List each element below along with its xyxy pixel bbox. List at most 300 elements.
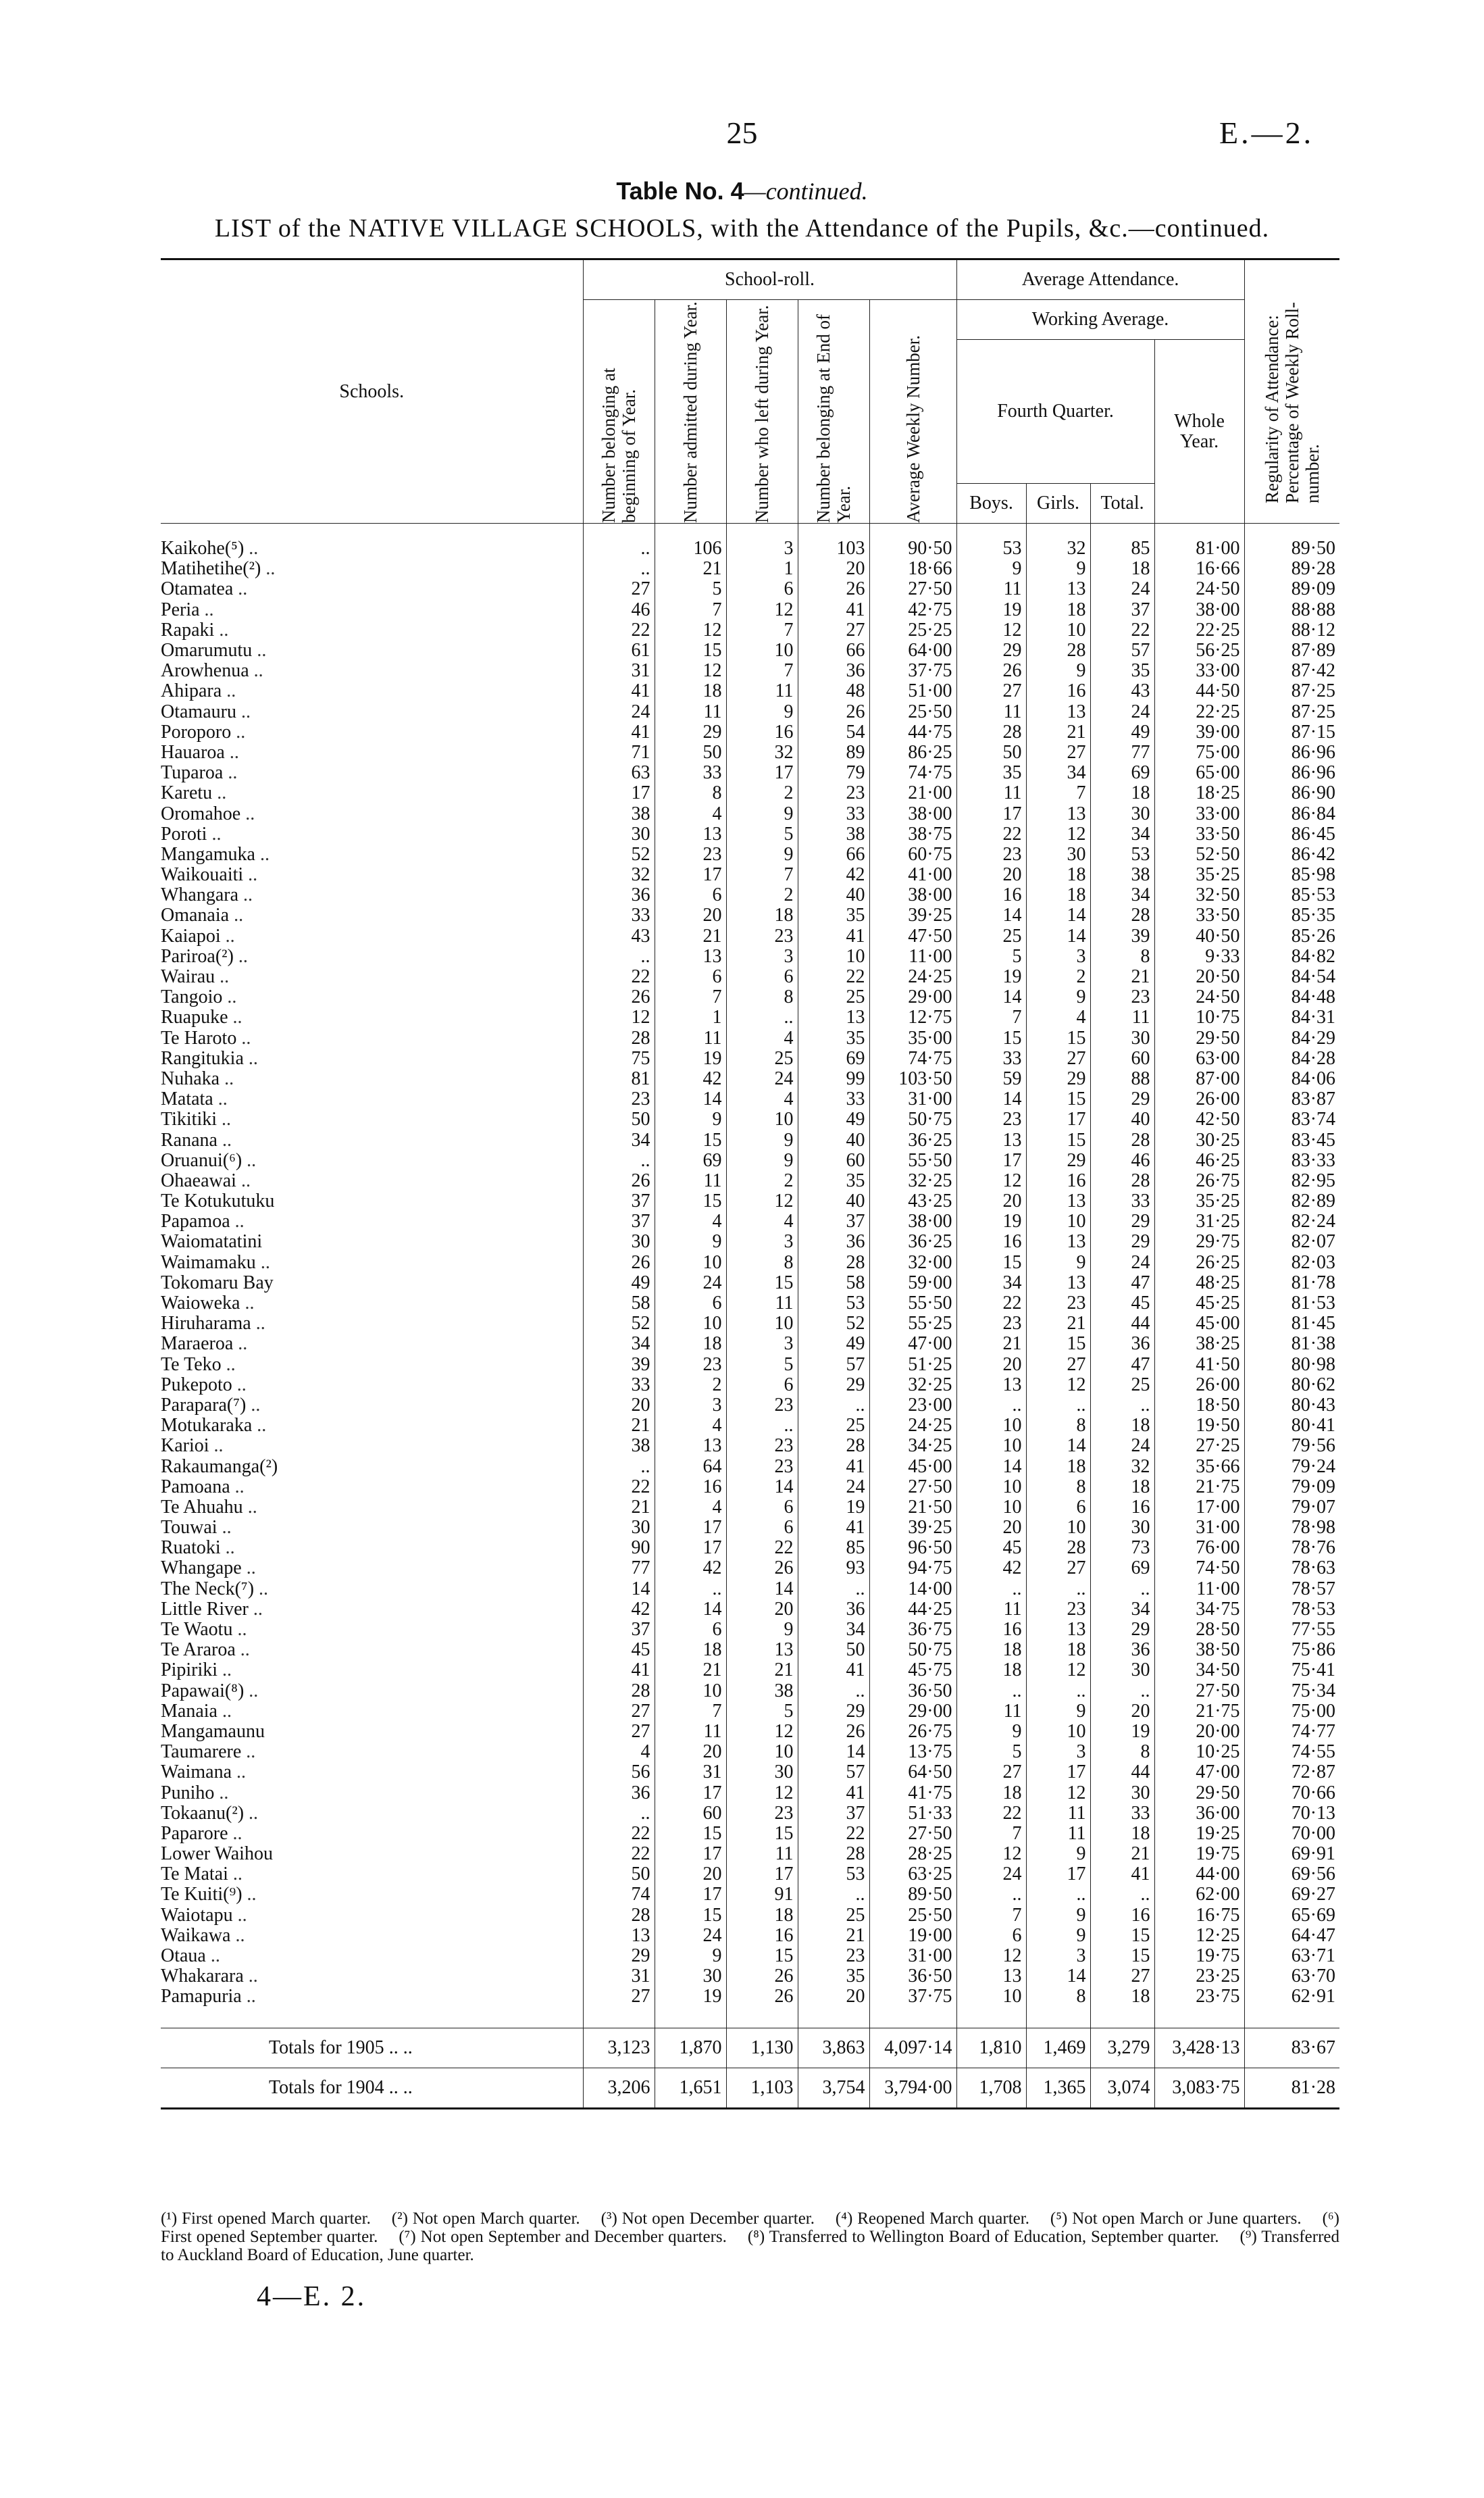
cell-end: 93 xyxy=(798,1558,869,1578)
cell-whole: 3,428·13 xyxy=(1154,2028,1244,2068)
cell-whole: 48·25 xyxy=(1154,1273,1244,1293)
cell-boys: 28 xyxy=(956,722,1026,743)
school-name-cell xyxy=(161,1987,583,2007)
fourth-quarter-header: Fourth Quarter. xyxy=(956,340,1154,484)
cell-reg: 75·00 xyxy=(1244,1701,1339,1722)
cell-boys: 17 xyxy=(956,1151,1026,1171)
cell-boys: 25 xyxy=(956,926,1026,947)
spacer-cell xyxy=(869,2007,956,2028)
cell-adm: 7 xyxy=(655,1701,726,1722)
cell-weekly: 45·75 xyxy=(869,1660,956,1680)
leader-dots: .. xyxy=(248,1047,258,1069)
spacer-cell xyxy=(956,2007,1026,2028)
cell-whole: 23·25 xyxy=(1154,1966,1244,1987)
school-name-cell xyxy=(161,1558,583,1578)
cell-reg: 74·55 xyxy=(1244,1742,1339,1762)
cell-whole: 26·25 xyxy=(1154,1253,1244,1273)
total-header: Total. xyxy=(1090,484,1154,524)
cell-reg: 78·98 xyxy=(1244,1518,1339,1538)
cell-weekly: 25·50 xyxy=(869,702,956,722)
cell-whole: 46·25 xyxy=(1154,1151,1244,1171)
cell-girls: 14 xyxy=(1026,1436,1090,1456)
cell-girls: 18 xyxy=(1026,1640,1090,1660)
school-name-cell xyxy=(161,763,583,783)
cell-beg: 36 xyxy=(583,1782,655,1803)
cell-left: 15 xyxy=(726,1824,798,1844)
cell-left: 9 xyxy=(726,845,798,865)
footnotes xyxy=(161,2209,1339,2264)
cell-reg: 86·84 xyxy=(1244,803,1339,824)
cell-girls: 13 xyxy=(1026,1620,1090,1640)
leader-dots: .. xyxy=(222,1129,232,1151)
table-row xyxy=(161,1151,1339,1171)
cell-reg: 86·96 xyxy=(1244,763,1339,783)
leader-dots: .. xyxy=(255,1313,265,1334)
cell-adm: 19 xyxy=(655,1049,726,1069)
leader-dots: .. xyxy=(222,1517,232,1539)
cell-reg: 82·24 xyxy=(1244,1211,1339,1232)
leader-dots: .. xyxy=(240,1170,251,1191)
cell-total: .. xyxy=(1090,1681,1154,1701)
cell-reg: 88·88 xyxy=(1244,600,1339,620)
cell-reg: 80·41 xyxy=(1244,1416,1339,1436)
cell-adm: 17 xyxy=(655,865,726,885)
cell-left: 26 xyxy=(726,1966,798,1987)
cell-total: 21 xyxy=(1090,967,1154,987)
school-name: Mangamaunu xyxy=(161,1720,265,1742)
table-row xyxy=(161,1293,1339,1314)
cell-adm: 20 xyxy=(655,1864,726,1884)
school-name-cell xyxy=(161,1966,583,1987)
cell-whole: 44·00 xyxy=(1154,1864,1244,1884)
leader-dots: .. xyxy=(236,721,246,743)
table-row xyxy=(161,947,1339,967)
cell-reg: 63·70 xyxy=(1244,1966,1339,1987)
cell-beg: 37 xyxy=(583,1191,655,1211)
cell-girls: 13 xyxy=(1026,803,1090,824)
leader-dots: .. xyxy=(257,640,267,661)
cell-total: 33 xyxy=(1090,1803,1154,1824)
school-name-cell xyxy=(161,722,583,743)
cell-girls: 17 xyxy=(1026,1109,1090,1130)
school-name: Whangara xyxy=(161,884,239,906)
school-name: Matihetihe(²) xyxy=(161,558,261,580)
cell-whole: 35·25 xyxy=(1154,1191,1244,1211)
table-row xyxy=(161,1558,1339,1578)
cell-whole: 52·50 xyxy=(1154,845,1244,865)
cell-adm: 14 xyxy=(655,1089,726,1109)
school-name: Oromahoe xyxy=(161,803,241,824)
cell-left: 11 xyxy=(726,1844,798,1864)
cell-girls: 11 xyxy=(1026,1824,1090,1844)
cell-beg: .. xyxy=(583,1803,655,1824)
cell-reg: 87·25 xyxy=(1244,681,1339,701)
cell-total: 24 xyxy=(1090,1253,1154,1273)
leader-dots: .. xyxy=(240,701,251,722)
table-row xyxy=(161,1926,1339,1946)
cell-weekly: 36·50 xyxy=(869,1966,956,1987)
cell-end: 42 xyxy=(798,865,869,885)
cell-left: 9 xyxy=(726,702,798,722)
cell-girls: .. xyxy=(1026,1395,1090,1416)
cell-girls: 12 xyxy=(1026,1782,1090,1803)
table-title-continued: —continued. xyxy=(744,178,868,205)
school-name-cell xyxy=(161,1334,583,1354)
cell-end: 54 xyxy=(798,722,869,743)
cell-total: 40 xyxy=(1090,1109,1154,1130)
schools-column-header: Schools. xyxy=(161,259,583,524)
cell-weekly: 55·50 xyxy=(869,1293,956,1314)
school-name: Ruapuke xyxy=(161,1007,228,1028)
cell-end: 25 xyxy=(798,1416,869,1436)
cell-beg: 3,123 xyxy=(583,2028,655,2068)
table-row xyxy=(161,1864,1339,1884)
cell-adm: 42 xyxy=(655,1069,726,1089)
cell-left: 25 xyxy=(726,1049,798,1069)
table-row xyxy=(161,1946,1339,1966)
cell-girls: 17 xyxy=(1026,1762,1090,1782)
cell-left: 12 xyxy=(726,1782,798,1803)
school-name-cell xyxy=(161,743,583,763)
cell-reg: 83·74 xyxy=(1244,1109,1339,1130)
school-name: Maraeroa xyxy=(161,1333,234,1355)
cell-beg: 75 xyxy=(583,1049,655,1069)
cell-left: 6 xyxy=(726,1375,798,1395)
cell-whole: 35·25 xyxy=(1154,865,1244,885)
cell-left: 6 xyxy=(726,1518,798,1538)
cell-left: 4 xyxy=(726,1089,798,1109)
cell-beg: 12 xyxy=(583,1007,655,1028)
leader-dots: .. xyxy=(259,1578,269,1599)
cell-girls: 8 xyxy=(1026,1416,1090,1436)
leader-dots: .. .. xyxy=(388,2037,413,2058)
cell-total: 77 xyxy=(1090,743,1154,763)
leader-dots: .. xyxy=(222,1700,232,1722)
cell-boys: 33 xyxy=(956,1049,1026,1069)
cell-beg: .. xyxy=(583,1456,655,1476)
cell-boys: 5 xyxy=(956,1742,1026,1762)
cell-end: 89 xyxy=(798,743,869,763)
left-header: Number who left during Year. xyxy=(726,300,798,524)
cell-adm: 23 xyxy=(655,845,726,865)
cell-left: 12 xyxy=(726,600,798,620)
school-name-cell xyxy=(161,1824,583,1844)
cell-whole: 19·25 xyxy=(1154,1824,1244,1844)
cell-whole: 35·66 xyxy=(1154,1456,1244,1476)
cell-weekly: 50·75 xyxy=(869,1640,956,1660)
spacer-cell xyxy=(161,2007,583,2028)
footnote: (⁵) Not open March or June quarters. xyxy=(1050,2209,1302,2228)
cell-beg: 20 xyxy=(583,1395,655,1416)
table-row xyxy=(161,1232,1339,1252)
cell-whole: 47·00 xyxy=(1154,1762,1244,1782)
cell-boys: 22 xyxy=(956,824,1026,845)
leader-dots: .. xyxy=(218,1089,228,1110)
cell-reg: 87·42 xyxy=(1244,661,1339,681)
cell-whole: 65·00 xyxy=(1154,763,1244,783)
table-row xyxy=(161,1191,1339,1211)
leader-dots: .. xyxy=(249,1680,259,1701)
school-name: Parapara(⁷) xyxy=(161,1394,247,1416)
table-row xyxy=(161,1069,1339,1089)
school-name-cell xyxy=(161,1782,583,1803)
school-name: Mangamuka xyxy=(161,843,255,865)
cell-whole: 3,083·75 xyxy=(1154,2068,1244,2108)
cell-reg: 69·27 xyxy=(1244,1884,1339,1905)
cell-adm: 18 xyxy=(655,1334,726,1354)
cell-weekly: 29·00 xyxy=(869,1701,956,1722)
cell-girls: 21 xyxy=(1026,722,1090,743)
cell-adm: 18 xyxy=(655,681,726,701)
cell-beg: 3,206 xyxy=(583,2068,655,2108)
cell-total: 36 xyxy=(1090,1334,1154,1354)
leader-dots: .. xyxy=(259,843,270,865)
cell-weekly: 32·25 xyxy=(869,1375,956,1395)
school-name-cell xyxy=(161,1130,583,1150)
cell-end: 79 xyxy=(798,763,869,783)
cell-girls: 16 xyxy=(1026,681,1090,701)
cell-end: 10 xyxy=(798,947,869,967)
cell-girls: 10 xyxy=(1026,1722,1090,1742)
cell-left: 24 xyxy=(726,1069,798,1089)
cell-end: 37 xyxy=(798,1803,869,1824)
cell-girls: 30 xyxy=(1026,845,1090,865)
cell-left: 32 xyxy=(726,743,798,763)
cell-adm: 29 xyxy=(655,722,726,743)
cell-weekly: 32·00 xyxy=(869,1253,956,1273)
cell-girls: 10 xyxy=(1026,1518,1090,1538)
cell-left: 23 xyxy=(726,926,798,947)
cell-total: 18 xyxy=(1090,1416,1154,1436)
table-row xyxy=(161,1171,1339,1191)
table-row xyxy=(161,1049,1339,1069)
cell-weekly: 41·00 xyxy=(869,865,956,885)
leader-dots: .. .. xyxy=(388,2076,413,2098)
cell-beg: 27 xyxy=(583,1722,655,1742)
cell-adm: 17 xyxy=(655,1518,726,1538)
cell-total: 15 xyxy=(1090,1946,1154,1966)
cell-girls: .. xyxy=(1026,1681,1090,1701)
table-row xyxy=(161,600,1339,620)
admitted-header: Number admitted during Year. xyxy=(655,300,726,524)
school-name-cell xyxy=(161,1232,583,1252)
table-row xyxy=(161,1599,1339,1620)
cell-total: 23 xyxy=(1090,987,1154,1007)
cell-weekly: 13·75 xyxy=(869,1742,956,1762)
school-name: Waioweka xyxy=(161,1293,240,1314)
cell-end: 13 xyxy=(798,1007,869,1028)
cell-end: 34 xyxy=(798,1620,869,1640)
cell-left: 10 xyxy=(726,1742,798,1762)
cell-left: 3 xyxy=(726,1232,798,1252)
cell-beg: 37 xyxy=(583,1211,655,1232)
cell-beg: 52 xyxy=(583,845,655,865)
cell-reg: 79·07 xyxy=(1244,1497,1339,1518)
school-name: Tangoio xyxy=(161,986,223,1008)
school-name: Pariroa(²) xyxy=(161,945,234,967)
cell-adm: 11 xyxy=(655,1171,726,1191)
table-row xyxy=(161,1375,1339,1395)
cell-end: 37 xyxy=(798,1211,869,1232)
cell-reg: 84·82 xyxy=(1244,947,1339,967)
table-title xyxy=(0,177,1484,205)
cell-boys: 19 xyxy=(956,967,1026,987)
totals-row xyxy=(161,2028,1339,2068)
cell-total: 73 xyxy=(1090,1538,1154,1558)
cell-girls: 1,365 xyxy=(1026,2068,1090,2108)
cell-end: 29 xyxy=(798,1701,869,1722)
cell-boys: 9 xyxy=(956,559,1026,579)
table-row xyxy=(161,1497,1339,1518)
totals-row xyxy=(161,2068,1339,2108)
cell-whole: 29·50 xyxy=(1154,1782,1244,1803)
table-row xyxy=(161,1028,1339,1049)
cell-adm: 60 xyxy=(655,1803,726,1824)
cell-boys: 18 xyxy=(956,1660,1026,1680)
cell-beg: 45 xyxy=(583,1640,655,1660)
cell-end: 41 xyxy=(798,600,869,620)
cell-boys: 13 xyxy=(956,1966,1026,1987)
cell-end: 35 xyxy=(798,905,869,926)
cell-boys: 45 xyxy=(956,1538,1026,1558)
cell-beg: 27 xyxy=(583,1701,655,1722)
cell-end: .. xyxy=(798,1681,869,1701)
cell-end: 25 xyxy=(798,987,869,1007)
cell-beg: 77 xyxy=(583,1558,655,1578)
cell-reg: 89·09 xyxy=(1244,579,1339,599)
cell-reg: 62·91 xyxy=(1244,1987,1339,2007)
cell-girls: 9 xyxy=(1026,1253,1090,1273)
cell-weekly: 36·25 xyxy=(869,1232,956,1252)
beginning-header: Number belonging at beginning of Year. xyxy=(583,300,655,524)
cell-weekly: 47·50 xyxy=(869,926,956,947)
cell-whole: 56·25 xyxy=(1154,641,1244,661)
cell-weekly: 86·25 xyxy=(869,743,956,763)
cell-end: 3,863 xyxy=(798,2028,869,2068)
table-row xyxy=(161,1314,1339,1334)
cell-left: 20 xyxy=(726,1599,798,1620)
school-name-cell xyxy=(161,1946,583,1966)
cell-girls: 21 xyxy=(1026,1314,1090,1334)
cell-reg: 87·25 xyxy=(1244,702,1339,722)
cell-boys: 20 xyxy=(956,865,1026,885)
leader-dots: .. xyxy=(247,1149,257,1171)
cell-end: 41 xyxy=(798,1782,869,1803)
cell-adm: 6 xyxy=(655,1293,726,1314)
cell-adm: 30 xyxy=(655,1966,726,1987)
cell-left: 7 xyxy=(726,865,798,885)
cell-beg: 71 xyxy=(583,743,655,763)
cell-girls: 8 xyxy=(1026,1477,1090,1497)
cell-reg: 84·48 xyxy=(1244,987,1339,1007)
school-name: Arowhenua xyxy=(161,660,249,682)
cell-weekly: 19·00 xyxy=(869,1926,956,1946)
cell-reg: 83·87 xyxy=(1244,1089,1339,1109)
weekly-header: Average Weekly Number. xyxy=(869,300,956,524)
cell-left: 8 xyxy=(726,1253,798,1273)
cell-end: 35 xyxy=(798,1171,869,1191)
cell-girls: 29 xyxy=(1026,1069,1090,1089)
cell-left: 5 xyxy=(726,1701,798,1722)
cell-end: 40 xyxy=(798,885,869,905)
cell-beg: 41 xyxy=(583,681,655,701)
cell-boys: 42 xyxy=(956,1558,1026,1578)
school-name-cell xyxy=(161,1456,583,1476)
cell-end: 35 xyxy=(798,1028,869,1049)
cell-whole: 40·50 xyxy=(1154,926,1244,947)
cell-whole: 26·00 xyxy=(1154,1089,1244,1109)
leader-dots: .. xyxy=(204,599,214,620)
cell-weekly: 96·50 xyxy=(869,1538,956,1558)
cell-boys: 11 xyxy=(956,1599,1026,1620)
table-row xyxy=(161,1456,1339,1476)
cell-end: 33 xyxy=(798,803,869,824)
cell-total: 34 xyxy=(1090,885,1154,905)
cell-boys: 22 xyxy=(956,1293,1026,1314)
school-name-cell xyxy=(161,1701,583,1722)
cell-total: 28 xyxy=(1090,1130,1154,1150)
cell-whole: 9·33 xyxy=(1154,947,1244,967)
cell-reg: 79·24 xyxy=(1244,1456,1339,1476)
school-name-cell xyxy=(161,1926,583,1946)
cell-reg: 82·95 xyxy=(1244,1171,1339,1191)
cell-weekly: 36·75 xyxy=(869,1620,956,1640)
cell-whole: 10·75 xyxy=(1154,1007,1244,1028)
cell-left: 9 xyxy=(726,1151,798,1171)
cell-reg: 80·62 xyxy=(1244,1375,1339,1395)
cell-weekly: 43·25 xyxy=(869,1191,956,1211)
cell-whole: 11·00 xyxy=(1154,1579,1244,1599)
cell-weekly: 64·50 xyxy=(869,1762,956,1782)
cell-adm: 10 xyxy=(655,1314,726,1334)
school-name-cell xyxy=(161,1599,583,1620)
cell-end: 28 xyxy=(798,1436,869,1456)
footnote: (³) Not open December quarter. xyxy=(600,2209,815,2228)
cell-whole: 33·50 xyxy=(1154,905,1244,926)
cell-total: 16 xyxy=(1090,1905,1154,1926)
cell-left: 18 xyxy=(726,905,798,926)
footnote: (⁹) Transferred to Auckland Board of Education, June quarter. xyxy=(161,2228,1340,2264)
table-row xyxy=(161,1436,1339,1456)
cell-beg: 33 xyxy=(583,905,655,926)
cell-total: 29 xyxy=(1090,1089,1154,1109)
table-row xyxy=(161,1416,1339,1436)
cell-adm: 17 xyxy=(655,1844,726,1864)
cell-whole: 16·75 xyxy=(1154,1905,1244,1926)
cell-left: 9 xyxy=(726,803,798,824)
cell-adm: 69 xyxy=(655,1151,726,1171)
cell-beg: 24 xyxy=(583,702,655,722)
cell-girls: 3 xyxy=(1026,1946,1090,1966)
table-row xyxy=(161,1844,1339,1864)
cell-reg: 83·33 xyxy=(1244,1151,1339,1171)
cell-weekly: 35·00 xyxy=(869,1028,956,1049)
school-name: The Neck(⁷) xyxy=(161,1578,255,1599)
table-row xyxy=(161,824,1339,845)
cell-total: 16 xyxy=(1090,1497,1154,1518)
table-row xyxy=(161,967,1339,987)
school-name: Pamoana xyxy=(161,1476,230,1497)
school-name: Papawai(⁸) xyxy=(161,1680,245,1701)
footnote: (⁸) Transferred to Wellington Board of Education, September quarter. xyxy=(747,2228,1219,2246)
school-name: Poroti xyxy=(161,823,207,845)
cell-girls: 7 xyxy=(1026,783,1090,803)
cell-beg: .. xyxy=(583,559,655,579)
school-name-cell xyxy=(161,1293,583,1314)
cell-end: 38 xyxy=(798,824,869,845)
cell-total: 41 xyxy=(1090,1864,1154,1884)
cell-weekly: 38·00 xyxy=(869,885,956,905)
